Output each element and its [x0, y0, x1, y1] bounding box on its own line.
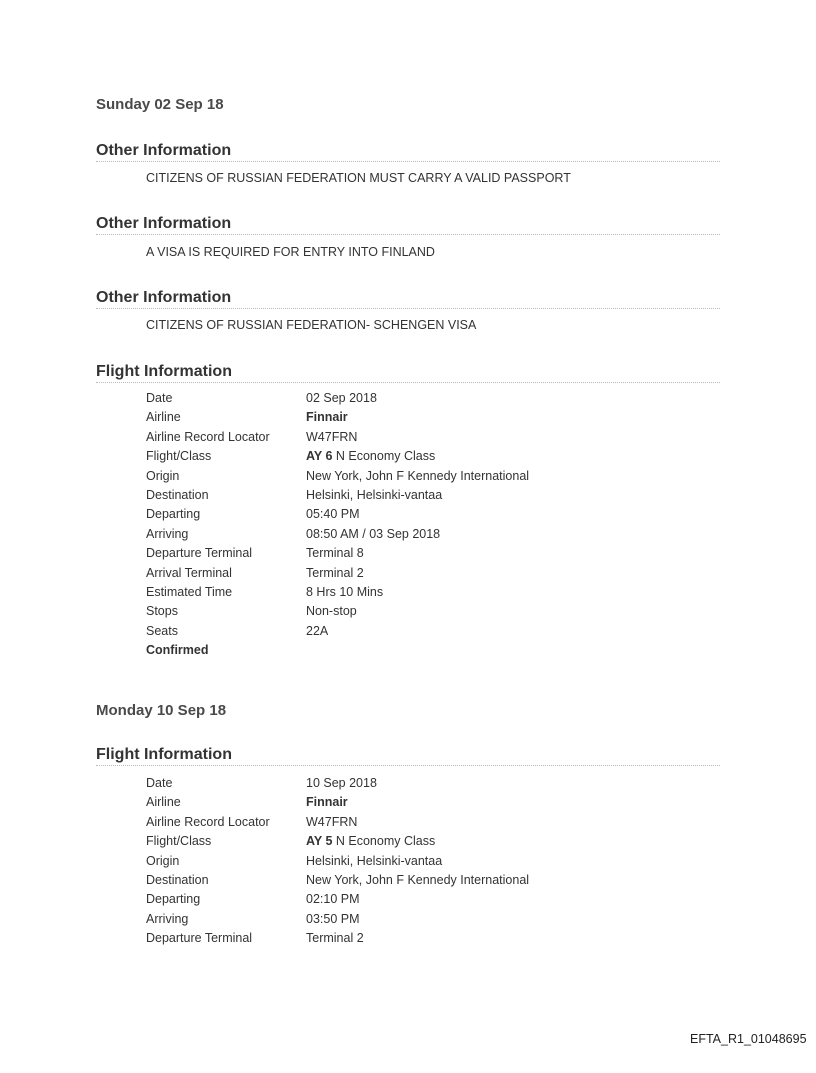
- detail-row: [146, 793, 529, 812]
- detail-row: [146, 910, 529, 929]
- detail-label: Departure Terminal: [146, 931, 253, 946]
- info-text: CITIZENS OF RUSSIAN FEDERATION MUST CARRY A VALID PASSPORT: [146, 171, 571, 185]
- detail-value: [306, 449, 435, 463]
- detail-value-bold: AY 6: [306, 449, 333, 464]
- detail-label: Departing: [146, 892, 201, 907]
- detail-label: Airline Record Locator: [146, 429, 270, 444]
- detail-label: Origin: [146, 853, 180, 868]
- detail-label: Date: [146, 391, 173, 405]
- section-heading: Flight Information: [96, 362, 720, 383]
- detail-value-text: 02:10 PM: [306, 892, 360, 907]
- detail-row: [146, 389, 529, 408]
- detail-value-text: 10 Sep 2018: [306, 776, 377, 790]
- detail-row: [146, 428, 529, 447]
- detail-row: [146, 486, 529, 505]
- detail-value: [306, 546, 364, 560]
- detail-row: [146, 564, 529, 583]
- detail-value-text: New York, John F Kennedy International: [306, 468, 530, 483]
- detail-value-bold: AY 5: [306, 834, 333, 849]
- detail-value: [306, 795, 348, 809]
- info-text: CITIZENS OF RUSSIAN FEDERATION- SCHENGEN VISA: [146, 318, 477, 332]
- detail-value-text: 22A: [306, 623, 329, 638]
- other-info-section: [96, 214, 720, 235]
- detail-value: [306, 527, 440, 541]
- detail-value-text: Helsinki, Helsinki-vantaa: [306, 487, 443, 502]
- detail-value-bold: Finnair: [306, 410, 348, 425]
- detail-label: Seats: [146, 623, 178, 638]
- detail-value-text: 05:40 PM: [306, 507, 360, 522]
- detail-label: Arriving: [146, 911, 189, 926]
- section-heading: Other Information: [96, 141, 720, 162]
- day-heading: Sunday 02 Sep 18: [96, 96, 224, 113]
- detail-value: [306, 604, 357, 618]
- detail-value-bold: Finnair: [306, 795, 348, 810]
- detail-row: [146, 852, 529, 871]
- detail-value: [306, 469, 529, 483]
- section-heading: Other Information: [96, 288, 720, 309]
- detail-value-text: Helsinki, Helsinki-vantaa: [306, 853, 443, 868]
- detail-row: [146, 544, 529, 563]
- detail-row: [146, 602, 529, 621]
- detail-row: [146, 890, 529, 909]
- detail-label: Airline: [146, 410, 181, 425]
- detail-label: Arriving: [146, 526, 189, 541]
- detail-value: [306, 892, 360, 906]
- info-text: A VISA IS REQUIRED FOR ENTRY INTO FINLAND: [146, 245, 435, 259]
- detail-value: [306, 912, 360, 926]
- detail-row: [146, 525, 529, 544]
- detail-value: [306, 873, 529, 887]
- detail-value: [306, 585, 383, 599]
- other-info-section: [96, 141, 720, 162]
- detail-value: [306, 815, 357, 829]
- detail-row: [146, 871, 529, 890]
- detail-value-text: New York, John F Kennedy International: [306, 872, 530, 887]
- detail-value-text: Terminal 2: [306, 931, 364, 946]
- detail-row: [146, 813, 529, 832]
- detail-label: Flight/Class: [146, 834, 212, 849]
- detail-label: Estimated Time: [146, 584, 233, 599]
- detail-value: [306, 931, 364, 945]
- detail-row: [146, 467, 529, 486]
- detail-value: [306, 410, 348, 424]
- detail-label: Flight/Class: [146, 449, 212, 464]
- day-heading: Monday 10 Sep 18: [96, 702, 227, 719]
- detail-value-text: W47FRN: [306, 814, 358, 829]
- detail-value: [306, 776, 377, 790]
- other-info-section: [96, 288, 720, 309]
- booking-status: Confirmed: [146, 643, 209, 658]
- detail-value-text: 8 Hrs 10 Mins: [306, 584, 384, 599]
- detail-label: Airline Record Locator: [146, 814, 270, 829]
- section-heading: Flight Information: [96, 745, 720, 766]
- flight-details-table: [146, 389, 529, 660]
- flight-info-section: [96, 745, 720, 766]
- detail-value: [306, 488, 442, 502]
- detail-value: [306, 566, 364, 580]
- detail-label: Date: [146, 776, 173, 790]
- detail-row: [146, 583, 529, 602]
- detail-label: Departing: [146, 507, 201, 522]
- detail-label: Departure Terminal: [146, 546, 253, 561]
- detail-value-text: Non-stop: [306, 604, 357, 619]
- detail-value-text: 03:50 PM: [306, 911, 360, 926]
- flight-info-section: [96, 362, 720, 383]
- section-heading: Other Information: [96, 214, 720, 235]
- detail-value: [306, 834, 435, 848]
- detail-label: Destination: [146, 872, 209, 887]
- detail-row: [146, 832, 529, 851]
- detail-label: Arrival Terminal: [146, 565, 232, 580]
- detail-row: [146, 447, 529, 466]
- detail-value-text: W47FRN: [306, 429, 358, 444]
- detail-value: [306, 430, 357, 444]
- detail-label: Origin: [146, 468, 180, 483]
- document-id: EFTA_R1_01048695: [690, 1032, 807, 1046]
- detail-value: [306, 624, 328, 638]
- detail-value-text: Terminal 2: [306, 565, 364, 580]
- flight-details-table: [146, 774, 529, 949]
- detail-value-text: Terminal 8: [306, 546, 364, 561]
- detail-label: Destination: [146, 487, 209, 502]
- detail-value-text: 02 Sep 2018: [306, 391, 377, 405]
- detail-row: [146, 622, 529, 641]
- status-row: [146, 641, 529, 660]
- detail-value-text: N Economy Class: [332, 834, 436, 849]
- detail-value: [306, 507, 360, 521]
- detail-label: Airline: [146, 795, 181, 810]
- detail-row: [146, 505, 529, 524]
- detail-value-text: N Economy Class: [332, 449, 436, 464]
- detail-row: [146, 774, 529, 793]
- detail-value: [306, 391, 377, 405]
- detail-value-text: 08:50 AM / 03 Sep 2018: [306, 526, 441, 541]
- detail-value: [306, 854, 442, 868]
- detail-label: Stops: [146, 604, 178, 619]
- detail-row: [146, 929, 529, 948]
- detail-row: [146, 408, 529, 427]
